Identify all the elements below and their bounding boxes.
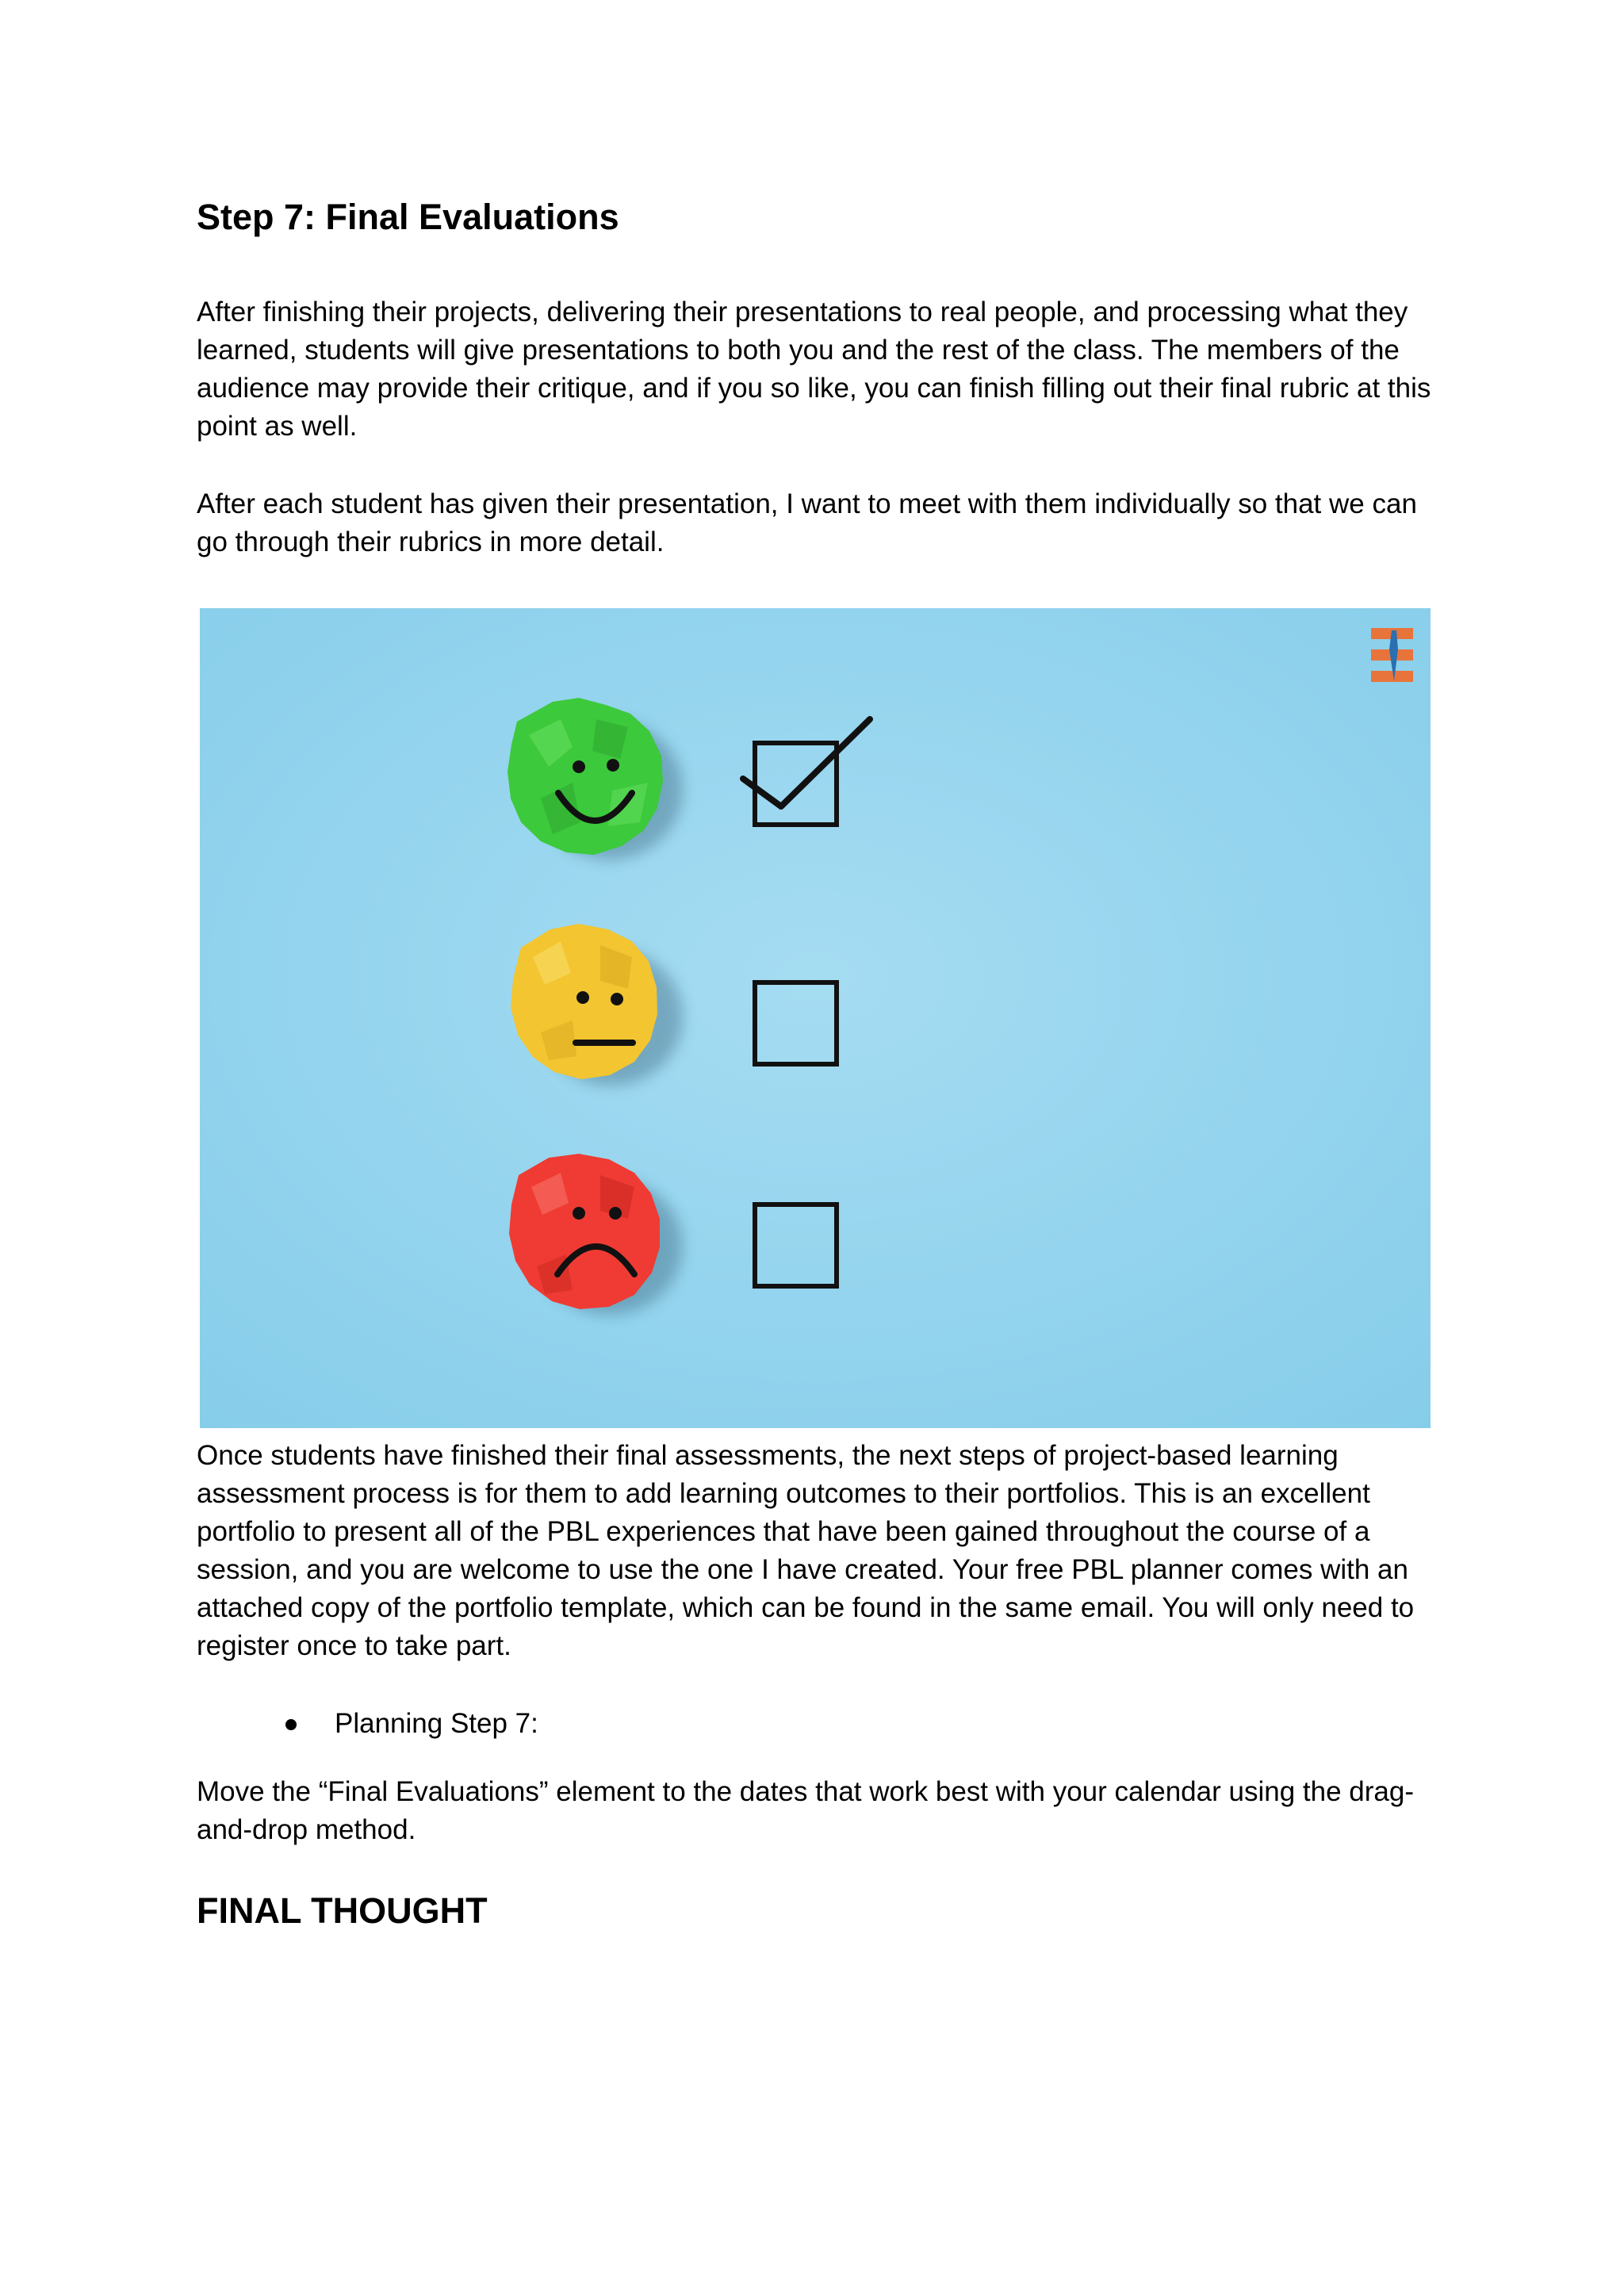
logo-icon bbox=[1371, 628, 1413, 682]
paragraph-intro: After finishing their projects, delivering their presentations to real people, and processing what they learned, students will give presentations to both you and the rest of the class. The members of the audience may provide their critique, and if you so like, you can finish filling out their final rubric at this point as well. bbox=[197, 297, 1431, 442]
section-heading: Step 7: Final Evaluations bbox=[197, 197, 619, 237]
image-background bbox=[200, 608, 1431, 1428]
bullet-text: Planning Step 7: bbox=[335, 1708, 538, 1739]
next-section-heading: FINAL THOUGHT bbox=[197, 1890, 488, 1931]
feedback-faces-image bbox=[200, 608, 1431, 1428]
paragraph-portfolio: Once students have finished their final assessments, the next steps of project-based learning assessment process is for them to add learning outcomes to their portfolios. This is an excellent portfolio to present all of the PBL experiences that have been gained throughout the course of a session, and you are welcome to use the one I have created. Your free PBL planner comes with an attached copy of the portfolio template, which can be found in the same email. You will only need to register once to take part. bbox=[197, 1440, 1415, 1661]
paragraph-meeting: After each student has given their presentation, I want to meet with them individually so that we can go through their rubrics in more detail. bbox=[197, 488, 1417, 557]
paragraph-instructions: Move the “Final Evaluations” element to the dates that work best with your calendar using the drag-and-drop method. bbox=[197, 1776, 1414, 1845]
bullet-icon bbox=[285, 1719, 297, 1730]
